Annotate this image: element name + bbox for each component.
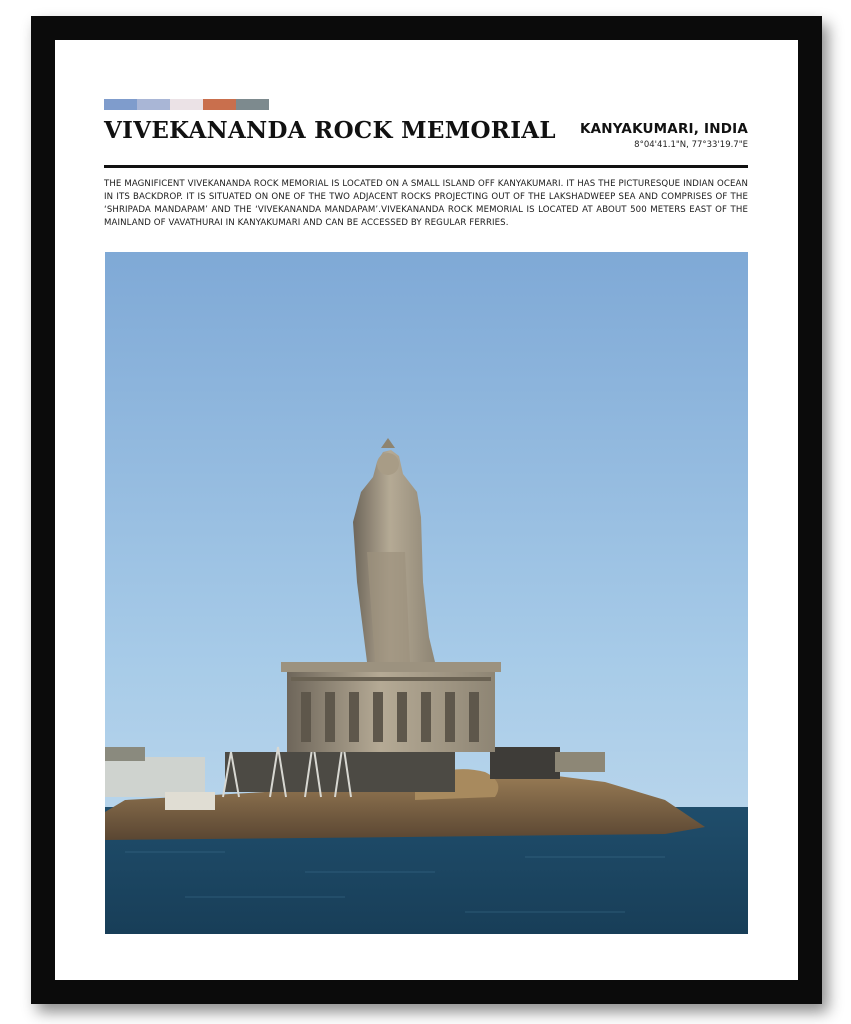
memorial-photo-illustration xyxy=(105,252,748,934)
location-block xyxy=(580,121,748,150)
memorial-photo xyxy=(105,252,748,934)
title-divider xyxy=(104,165,748,168)
poster-description: THE MAGNIFICENT VIVEKANANDA ROCK MEMORIAL IS LOCATED ON A SMALL ISLAND OFF KANYAKUMARI. IT HAS THE PICTURESQUE INDIAN OCEAN IN ITS BACKDROP. IT IS SITUATED ON ONE OF THE TWO ADJACENT ROCKS PROJECTING OUT OF THE LAKSHADWEEP SEA AND COMPRISES OF THE ‘SHRIPADA MANDAPAM’ AND THE ‘VIVEKANANDA MANDAPAM’.VIVEKANANDA ROCK MEMORIAL IS LOCATED AT ABOUT 500 METERS EAST OF THE MAINLAND OF VAVATHURAI IN KANYAKUMARI AND CAN BE ACCESSED BY REGULAR FERRIES. xyxy=(104,179,748,228)
palette-swatch-2 xyxy=(137,99,170,110)
location-city: KANYAKUMARI, INDIA xyxy=(579,121,748,137)
palette-swatch-4 xyxy=(203,99,236,110)
location-coordinates: 8°04'41.1"N, 77°33'19.7"E xyxy=(634,140,748,150)
color-palette xyxy=(104,99,269,110)
poster-title: VIVEKANANDA ROCK MEMORIAL xyxy=(104,117,556,144)
palette-swatch-5 xyxy=(236,99,269,110)
palette-swatch-3 xyxy=(170,99,203,110)
palette-swatch-1 xyxy=(104,99,137,110)
